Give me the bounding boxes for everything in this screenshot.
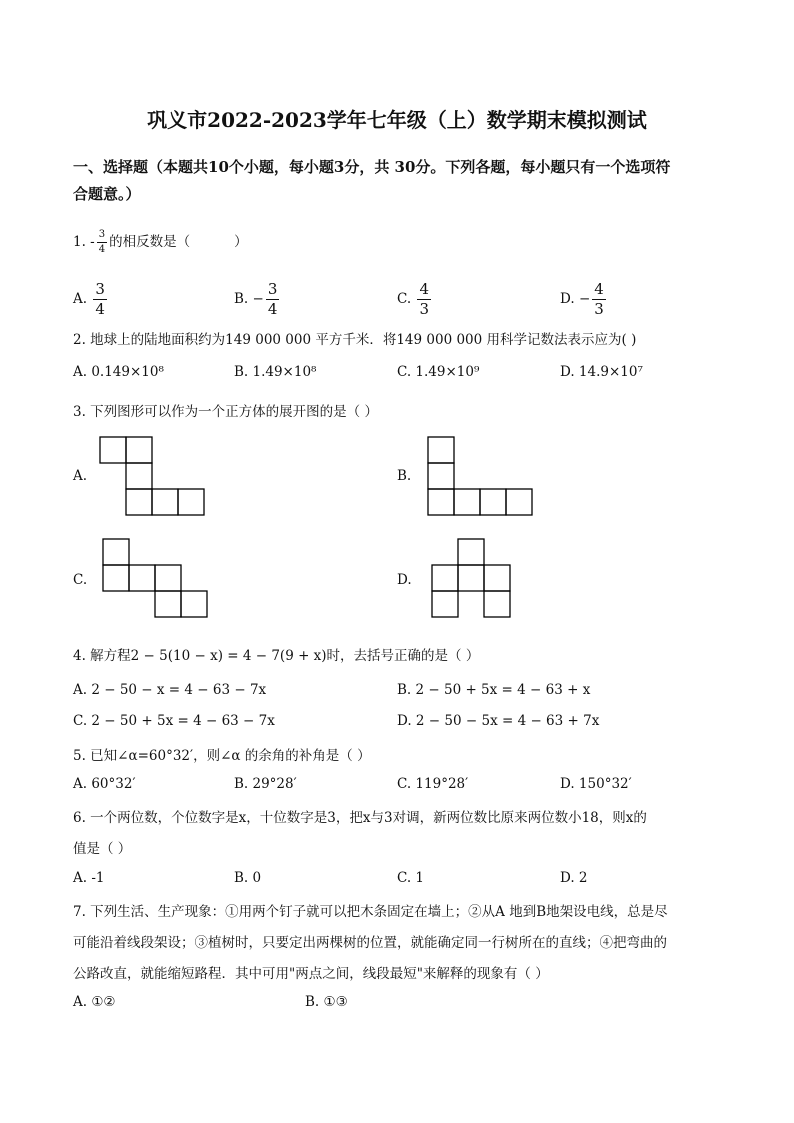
q1-option-a[interactable]: A. $\frac{3}{4}$ bbox=[73, 280, 105, 318]
question-6-cont: 值是（ ） bbox=[73, 841, 132, 857]
question-6: 6. 一个两位数，个位数字是x，十位数字是3，把x与3对调，新两位数比原来两位数小18，则x的 bbox=[73, 810, 647, 826]
q3-label-a[interactable]: A. bbox=[73, 468, 88, 484]
q1-prefix: 1. - bbox=[73, 234, 95, 250]
section-heading: 一、选择题（本题共10个小题，每小题3分，共 30分。下列各题，每小题只有一个选项符 bbox=[73, 158, 671, 176]
q3-label-d[interactable]: D. bbox=[397, 572, 412, 588]
q2-option-d[interactable]: D. 14.9×10⁷ bbox=[560, 364, 643, 380]
q6-option-b[interactable]: B. 0 bbox=[234, 870, 262, 886]
q1-option-c[interactable]: C. $\frac{4}{3}$ bbox=[397, 280, 429, 318]
q4-option-d[interactable]: D. 2 − 50 − 5x = 4 − 63 + 7x bbox=[397, 713, 600, 729]
q4-option-b[interactable]: B. 2 − 50 + 5x = 4 − 63 + x bbox=[397, 682, 591, 698]
q4-option-c[interactable]: C. 2 − 50 + 5x = 4 − 63 − 7x bbox=[73, 713, 275, 729]
page-title: 巩义市2022-2023学年七年级（上）数学期末模拟测试 bbox=[147, 108, 647, 132]
question-5: 5. 已知∠α=60°32′，则∠α 的余角的补角是（ ） bbox=[73, 748, 371, 764]
q6-option-c[interactable]: C. 1 bbox=[397, 870, 425, 886]
cube-net-a bbox=[100, 437, 206, 517]
question-7-cont-1: 可能沿着线段架设；③植树时，只要定出两棵树的位置，就能确定同一行树所在的直线；④把弯曲的 bbox=[73, 935, 667, 951]
q6-option-a[interactable]: A. -1 bbox=[73, 870, 105, 886]
q2-option-a[interactable]: A. 0.149×10⁸ bbox=[73, 364, 164, 380]
question-7: 7. 下列生活、生产现象：①用两个钉子就可以把木条固定在墙上；②从A 地到B地架设电线，总是尽 bbox=[73, 904, 668, 920]
q7-option-a[interactable]: A. ①② bbox=[73, 994, 116, 1010]
q5-option-d[interactable]: D. 150°32′ bbox=[560, 776, 632, 792]
cube-net-b bbox=[428, 437, 534, 517]
q6-option-d[interactable]: D. 2 bbox=[560, 870, 588, 886]
q3-label-b[interactable]: B. bbox=[397, 468, 412, 484]
cube-net-c bbox=[103, 539, 211, 619]
question-7-cont-2: 公路改直，就能缩短路程．其中可用"两点之间，线段最短"来解释的现象有（ ） bbox=[73, 966, 549, 982]
q1-option-b[interactable]: B. − $\frac{3}{4}$ bbox=[234, 280, 278, 318]
q5-option-b[interactable]: B. 29°28′ bbox=[234, 776, 297, 792]
q4-option-a[interactable]: A. 2 − 50 − x = 4 − 63 − 7x bbox=[73, 682, 267, 698]
question-4: 4. 解方程2 − 5(10 − x) = 4 − 7(9 + x)时，去括号正确的是（ ） bbox=[73, 648, 480, 664]
q5-option-c[interactable]: C. 119°28′ bbox=[397, 776, 469, 792]
cube-net-d bbox=[432, 539, 514, 619]
question-1: 1. - $\frac{3}{4}$ 的相反数是（ ） bbox=[73, 229, 248, 255]
question-2: 2. 地球上的陆地面积约为149 000 000 平方千米．将149 000 000 用科学记数法表示应为( ) bbox=[73, 332, 637, 348]
q3-label-c[interactable]: C. bbox=[73, 572, 88, 588]
q5-option-a[interactable]: A. 60°32′ bbox=[73, 776, 136, 792]
q2-option-b[interactable]: B. 1.49×10⁸ bbox=[234, 364, 317, 380]
q1-option-d[interactable]: D. − $\frac{4}{3}$ bbox=[560, 280, 604, 318]
q1-text: 的相反数是（ bbox=[109, 234, 191, 250]
q7-option-b[interactable]: B. ①③ bbox=[305, 994, 348, 1010]
q1-fraction: $\frac{3}{4}$ bbox=[98, 229, 106, 255]
question-3: 3. 下列图形可以作为一个正方体的展开图的是（ ） bbox=[73, 404, 378, 420]
q2-option-c[interactable]: C. 1.49×10⁹ bbox=[397, 364, 480, 380]
section-heading-cont: 合题意。） bbox=[73, 185, 141, 203]
